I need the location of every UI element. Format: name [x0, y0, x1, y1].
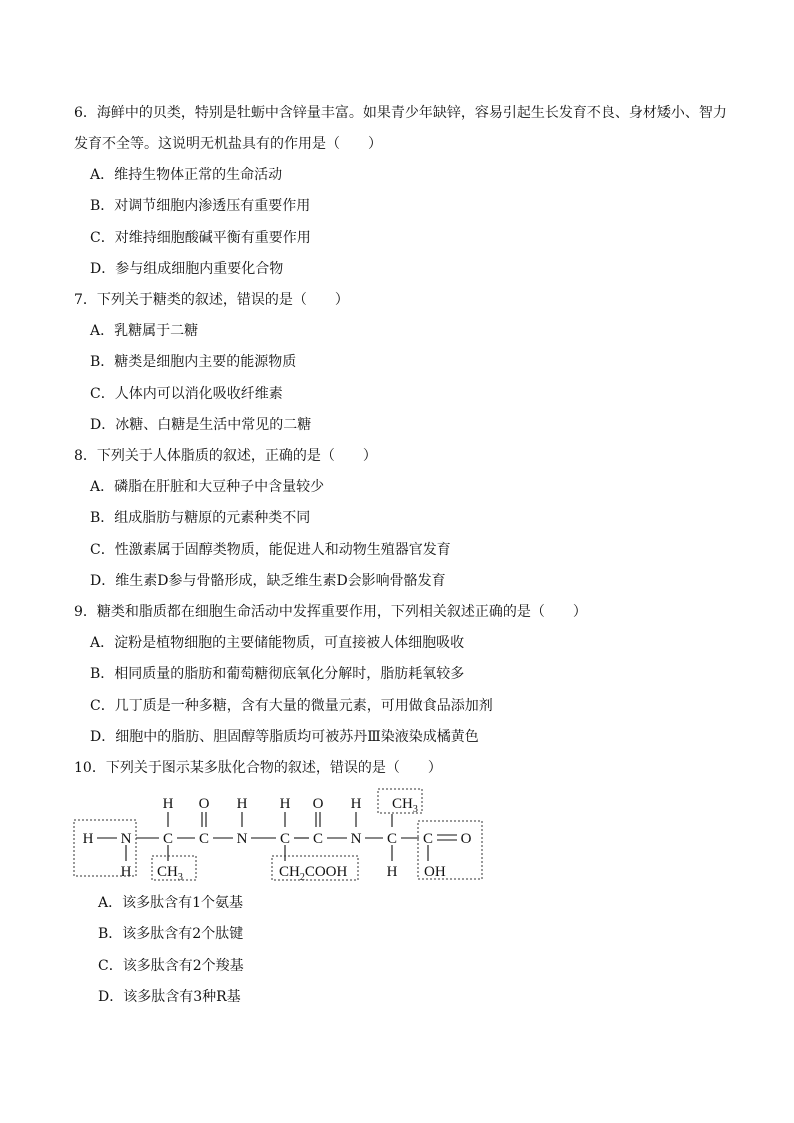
question-7-option-a: A．乳糖属于二糖 [90, 323, 199, 339]
polypeptide-structure-figure [60, 782, 500, 882]
question-8-stem: 8．下列关于人体脂质的叙述，正确的是（ ） [74, 448, 377, 464]
question-6-option-a: A．维持生物体正常的生命活动 [90, 167, 283, 183]
question-7-option-c: C．人体内可以消化吸收纤维素 [90, 386, 283, 402]
atom-n: N [350, 831, 362, 847]
atom-h: H [236, 796, 248, 812]
atom-o: O [312, 796, 324, 812]
question-9-option-a: A．淀粉是植物细胞的主要储能物质，可直接被人体细胞吸收 [90, 635, 465, 651]
atom-h: H [120, 864, 132, 880]
atom-h: H [386, 864, 398, 880]
question-7-option-d: D．冰糖、白糖是生活中常见的二糖 [90, 417, 312, 433]
hydroxyl-oh: OH [424, 864, 446, 880]
question-6-stem-line2: 发育不全等。这说明无机盐具有的作用是（ ） [74, 136, 382, 152]
atom-n: N [120, 831, 132, 847]
question-6-option-d: D．参与组成细胞内重要化合物 [90, 261, 284, 277]
atom-c: C [422, 831, 434, 847]
atom-c: C [279, 831, 291, 847]
question-9-option-b: B．相同质量的脂肪和葡萄糖彻底氧化分解时，脂肪耗氧较多 [90, 666, 465, 682]
question-8-option-a: A．磷脂在肝脏和大豆种子中含量较少 [90, 479, 325, 495]
atom-c: C [198, 831, 210, 847]
atom-h: H [350, 796, 362, 812]
question-7-option-b: B．糖类是细胞内主要的能源物质 [90, 354, 297, 370]
question-10-option-d: D．该多肽含有3种R基 [98, 989, 241, 1005]
atom-o: O [460, 831, 472, 847]
atom-h: H [162, 796, 174, 812]
r-group-ch3-top: $CH_3$ [392, 796, 418, 815]
atom-c: C [162, 831, 174, 847]
question-10-option-b: B．该多肽含有2个肽键 [98, 926, 244, 942]
question-7-stem: 7．下列关于糖类的叙述，错误的是（ ） [74, 292, 349, 308]
atom-o: O [198, 796, 210, 812]
question-10-option-c: C．该多肽含有2个羧基 [98, 958, 244, 974]
question-10-stem: 10．下列关于图示某多肽化合物的叙述，错误的是（ ） [74, 760, 442, 776]
question-9-option-c: C．几丁质是一种多糖，含有大量的微量元素，可用做食品添加剂 [90, 698, 493, 714]
atom-h: H [279, 796, 291, 812]
atom-c: C [386, 831, 398, 847]
question-6-stem-line1: 6．海鲜中的贝类，特别是牡蛎中含锌量丰富。如果青少年缺锌，容易引起生长发育不良、身材矮小、智力 [74, 105, 727, 121]
question-8-option-d: D．维生素D参与骨骼形成，缺乏维生素D会影响骨骼发育 [90, 573, 446, 589]
atom-c: C [312, 831, 324, 847]
question-8-option-c: C．性激素属于固醇类物质，能促进人和动物生殖器官发育 [90, 542, 451, 558]
question-6-option-b: B．对调节细胞内渗透压有重要作用 [90, 198, 311, 214]
question-9-stem: 9．糖类和脂质都在细胞生命活动中发挥重要作用，下列相关叙述正确的是（ ） [74, 604, 587, 620]
question-10-option-a: A．该多肽含有1个氨基 [98, 895, 244, 911]
atom-h: H [82, 831, 94, 847]
question-8-option-b: B．组成脂肪与糖原的元素种类不同 [90, 510, 311, 526]
r-group-ch3-bottom: $CH_3$ [157, 864, 183, 882]
question-9-option-d: D．细胞中的脂肪、胆固醇等脂质均可被苏丹Ⅲ染液染成橘黄色 [90, 729, 479, 745]
atom-n: N [236, 831, 248, 847]
question-6-option-c: C．对维持细胞酸碱平衡有重要作用 [90, 230, 311, 246]
r-group-ch2cooh: $CH_2COOH$ [279, 864, 348, 882]
